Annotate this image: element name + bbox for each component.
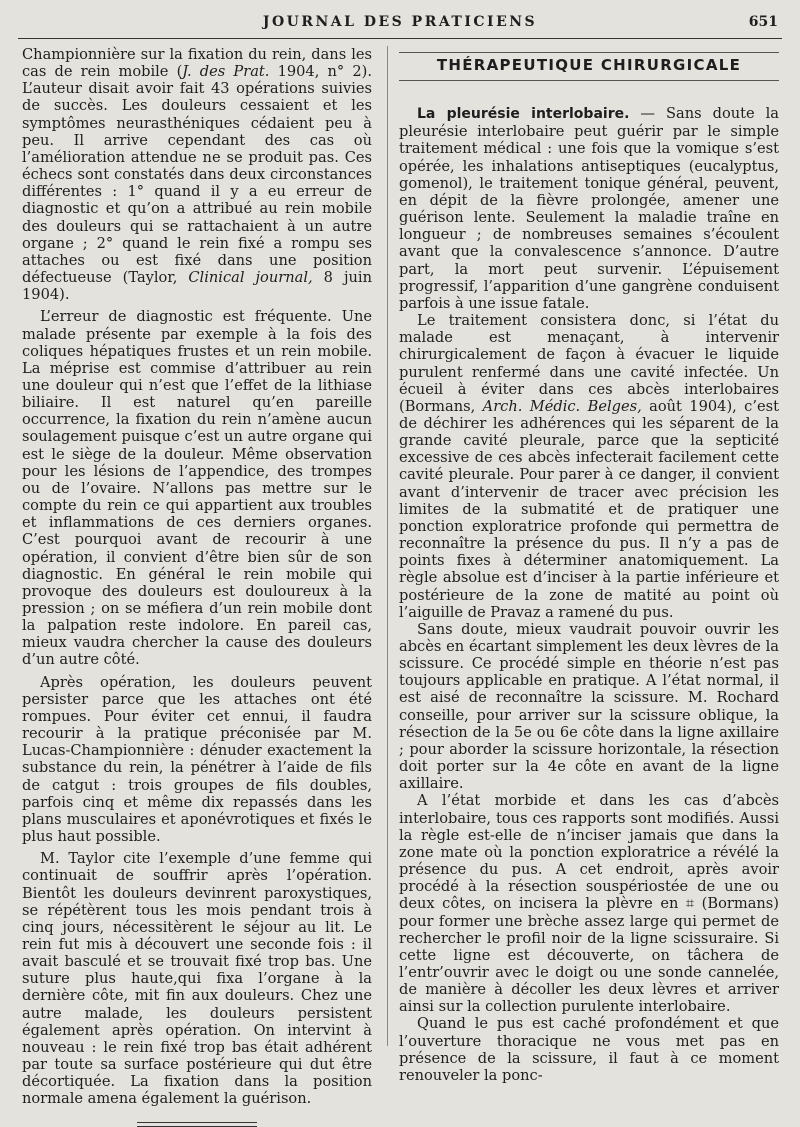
paragraph-apres-operation: Après opération, les douleurs peuvent persister parce que les attaches ont été rompues. Pour éviter cet ennui, il faudra recourir à la pratique préconisée par M. Lucas-Championnière : dénuder exactement la substance du rein, la pénétrer à l’aide de fils de catgut : trois groupes de fils doubles, parfois cinq et même dix repassés dans les plans musculaires et aponévrotiques et fixés le plus haut possible. <box>22 673 372 846</box>
article-title: La pleurésie interlobaire. <box>417 106 630 123</box>
text-run: Championnière sur la fixation du rein, dans les cas de rein mobile ( <box>22 46 372 81</box>
text-run: — Sans doute la pleurésie interlobaire peut guérir par le simple traitement médical : une fois que la vomique s’est opérée, les inhalations antiseptiques (eucalyptus, gomenol), le traitement tonique général, peuvent, en dépit de la fièvre prolongée, amener une guérison lente. Seulement la maladie traîne en longueur ; de nombreuses semaines s’écoulent avant que la convalescence s’annonce. D’autre part, la mort peut survenir. L’épuisement progressif, l’apparition d’une gangrène conduisent parfois à une issue fatale. <box>399 105 780 312</box>
paragraph-rein-mobile-intro <box>22 46 372 303</box>
citation: Arch. Médic. Belges, <box>482 397 642 415</box>
article-end-rule <box>137 1122 257 1127</box>
paragraph-etat-morbide: A l’état morbide et dans les cas d’abcès interlobaire, tous ces rapports sont modifiés. Aussi la règle est-elle de n’inciser jamais que dans la zone mate où la ponction exploratrice a révélé la présence du pus. A cet endroit, après avoir procédé à la résection souspériostée de une ou deux côtes, on incisera la plèvre en ⌗ (Bormans) pour former une brèche assez large qui permet de rechercher le profil noir de la ligne scissuraire. Si cette ligne est découverte, on tâchera de l’entr’ouvrir avec le doigt ou une sonde cannelée, de manière à décoller les deux lèvres et arriver ainsi sur la collection purulente interlobaire. <box>399 792 779 1016</box>
text-run: 1904, n° 2). L’auteur disait avoir fait 43 opérations suivies de succès. Les douleurs cessaient et les symptômes neurasthéniques cédaient peu à peu. Il arrive cependant des cas où l’amélioration attendue ne se produit pas. Ces échecs sont constatés dans deux circonstances différentes : 1° quand il y a eu erreur de diagnostic et qu’on a attribué au rein mobile des douleurs qui se rattachaient à un autre organe ; 2° quand le rein fixé a rompu ses attaches ou est fixé dans une position défectueuse (Taylor, <box>22 63 372 287</box>
paragraph-pus-cache: Quand le pus est caché profondément et que l’ouverture thoracique ne vous met pas en présence de la scissure, il faut à ce moment renouveler la ponc- <box>399 1015 779 1084</box>
running-head <box>0 10 800 36</box>
paragraph-pleuresie-interlobaire <box>399 105 779 312</box>
text-run: Le traitement consistera donc, si l’état du malade est menaçant, à intervenir chirurgicalement de façon à évacuer le liquide purulent renfermé dans une cavité infectée. Un écueil à éviter dans ces abcès interlobaires (Bormans, <box>399 312 779 415</box>
paragraph-erreur-diagnostic: L’erreur de diagnostic est fréquente. Une malade présente par exemple à la fois des coliques hépatiques frustes et un rein mobile. La méprise est commise d’attribuer au rein une douleur qui n’est que l’effet de la lithiase biliaire. Il est naturel qu’en pareille occurrence, la fixation du rein n’amène aucun soulagement puisque c’est un autre organe qui est le siège de la douleur. Même observation pour les lésions de l’appendice, des trompes ou de l’ovaire. N’allons pas mettre sur le compte du rein ce qui appartient aux troubles et inflammations de ces derniers organes. C’est pourquoi avant de recourir à une opération, il convient d’être bien sûr de son diagnostic. En général le rein mobile qui provoque des douleurs est douloureux à la pression ; on se méfiera d’un rein mobile dont la palpation reste indolore. En pareil cas, mieux vaudra chercher la cause des douleurs d’un autre côté. <box>22 308 372 669</box>
header-rule <box>18 38 782 39</box>
section-title: THÉRAPEUTIQUE CHIRURGICALE <box>399 52 779 81</box>
citation: J. des Prat. <box>182 63 270 81</box>
citation: Clinical journal, <box>188 269 313 287</box>
paragraph-taylor-exemple: M. Taylor cite l’exemple d’une femme qui continuait de souffrir après l’opération. Bientôt les douleurs devinrent paroxystiques, se répétèrent tous les mois pendant trois à cinq jours, nécessitèrent le séjour au lit. Le rein fut mis à découvert une seconde fois : il avait basculé et se trouvait fixé trop bas. Une suture plus haute,qui fixa l’organe à la dernière côte, mit fin aux douleurs. Chez une autre malade, les douleurs persistent également après opération. On intervint à nouveau : le rein fixé trop bas était adhérent par toute sa surface postérieure qui dut être décortiquée. La fixation dans la position normale amena également la guérison. <box>22 850 372 1108</box>
right-column <box>399 52 779 1084</box>
column-divider <box>387 46 388 1046</box>
paragraph-scissure: Sans doute, mieux vaudrait pouvoir ouvrir les abcès en écartant simplement les deux lèvres de la scissure. Ce procédé simple en théorie n’est pas toujours applicable en pratique. A l’état normal, il est aisé de reconnaître la scissure. M. Rochard conseille, pour arriver sur la scissure oblique, la résection de la 5e ou 6e côte dans la ligne axillaire ; pour aborder la scissure horizontale, la résection doit porter sur la 4e côte en avant de la ligne axillaire. <box>399 620 779 793</box>
page-number: 651 <box>748 14 778 30</box>
text-run: août 1904), c’est de déchirer les adhérences qui les séparent de la grande cavité pleurale, parce que la septicité excessive de ces abcès infecterait facilement cette cavité pleurale. Pour parer à ce danger, il convient avant d’intervenir de tracer avec précision les limites de la submatité et de pratiquer une ponction exploratrice profonde qui permettra de reconnaître la présence du pus. Il n’y a pas de points fixes à déterminer anatomiquement. La règle absolue est d’inciser à la partie inférieure et postérieure de la zone de matité au point où l’aiguille de Pravaz a ramené du pus. <box>399 397 779 621</box>
journal-title: JOURNAL DES PRATICIENS <box>262 14 538 30</box>
paragraph-traitement <box>399 312 779 621</box>
left-column <box>22 46 372 1127</box>
text-run: 8 juin 1904). <box>22 269 372 304</box>
